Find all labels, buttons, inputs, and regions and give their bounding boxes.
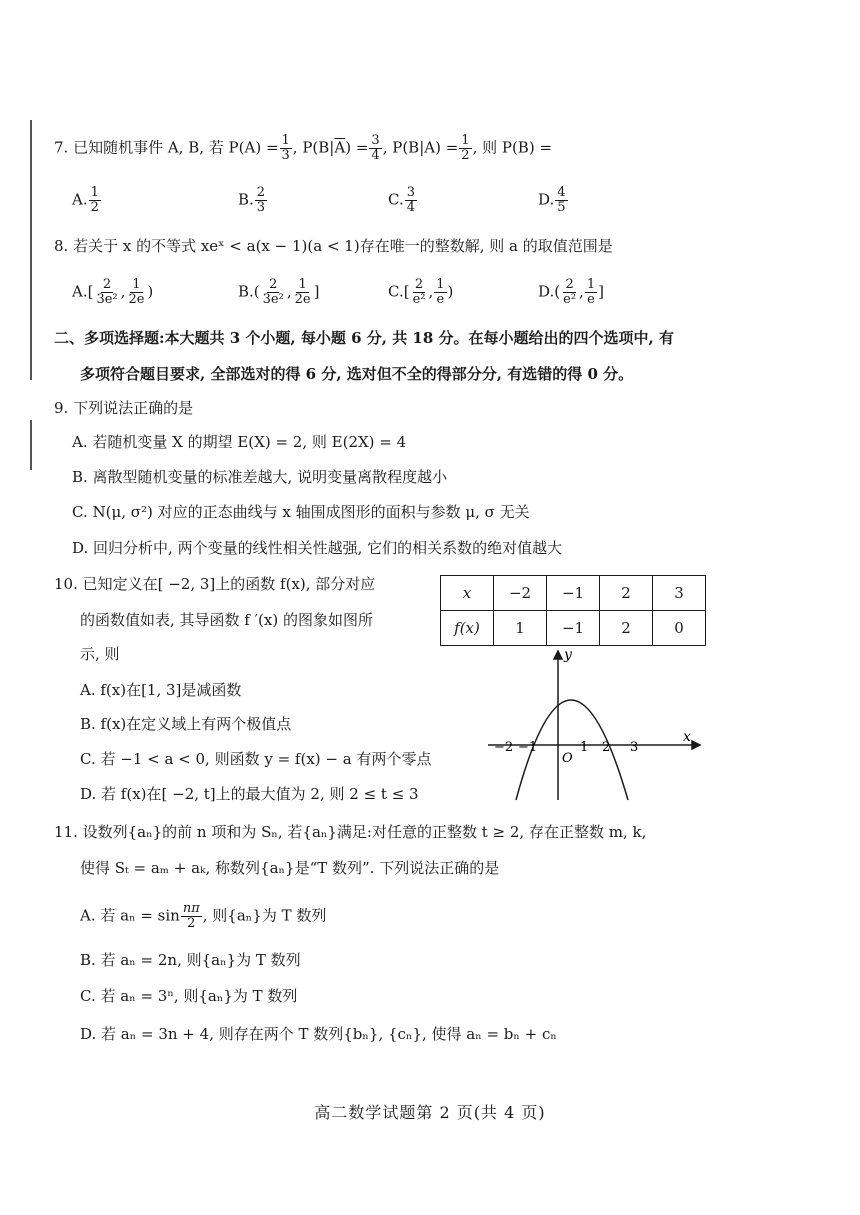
q10-option-d: D. 若 f(x)在[ −2, t]上的最大值为 2, 则 2 ≤ t ≤ 3 <box>80 785 419 803</box>
q7-option-a: A. $\frac{1}{2}$ <box>72 185 99 215</box>
q8-option-a: A.[ $\frac{2}{\text{3e²}}$ , $\frac{1}{2e}$ ) <box>72 277 154 307</box>
table-cell: x <box>441 576 494 611</box>
table-row <box>441 611 706 646</box>
q8-option-d: D.( $\frac{2}{\text{e²}}$ , $\frac{1}{e}$ ] <box>538 277 604 307</box>
q11-option-b: B. 若 aₙ = 2n, 则{aₙ}为 T 数列 <box>80 951 301 969</box>
q9-option-a: A. 若随机变量 X 的期望 E(X) = 2, 则 E(2X) = 4 <box>72 433 407 451</box>
question-10-line1: 10. 已知定义在[ −2, 3]上的函数 f(x), 部分对应 <box>54 575 376 593</box>
fraction: $\frac{3}{4}$ <box>371 133 380 163</box>
tick-label: 3 <box>630 740 639 755</box>
q8-option-b: B.( $\frac{2}{\text{3e²}}$ , $\frac{1}{2e}$ ] <box>238 277 320 307</box>
function-value-table <box>440 575 706 646</box>
q7-option-b: B. $\frac{2}{3}$ <box>238 185 266 215</box>
q11-option-c: C. 若 aₙ = 3ⁿ, 则{aₙ}为 T 数列 <box>80 987 298 1005</box>
fraction: $\frac{1}{3}$ <box>281 133 290 163</box>
question-7: 7. 已知随机事件 A, B, 若 P(A) = $\frac{1}{3}$ , $P(B|\overline{A})$ = $\frac{3}{4}$ , P(B|A) = $\frac{1}{2}$ , 则 P(B) = <box>54 133 553 163</box>
q10-option-c: C. 若 −1 < a < 0, 则函数 y = f(x) − a 有两个零点 <box>80 750 432 768</box>
page-footer: 高二数学试题第 2 页(共 4 页) <box>314 1103 546 1122</box>
table-row <box>441 576 706 611</box>
table-cell: 2 <box>600 576 653 611</box>
q9-option-b: B. 离散型随机变量的标准差越大, 说明变量离散程度越小 <box>72 468 448 486</box>
q8-option-c: C.[ $\frac{2}{\text{e²}}$ , $\frac{1}{e}$ ) <box>388 277 454 307</box>
question-10-line2: 的函数值如表, 其导函数 f ′(x) 的图象如图所 <box>80 611 373 629</box>
origin-label: O <box>562 751 573 766</box>
x-axis-arrow <box>692 741 700 749</box>
y-axis-arrow <box>554 651 562 659</box>
tick-label: 2 <box>602 740 611 755</box>
y-axis-label: y <box>564 647 572 663</box>
x-axis-label: x <box>683 729 691 745</box>
question-8: 8. 若关于 x 的不等式 xeˣ < a(x − 1)(a < 1)存在唯一的整数解, 则 a 的取值范围是 <box>54 237 613 255</box>
q11-option-a: A. 若 aₙ = sin $\frac{n\pi}{2}$ , 则{aₙ}为 T 数列 <box>80 901 327 931</box>
question-10-line3: 示, 则 <box>80 645 120 663</box>
section-2-heading-cont: 多项符合题目要求, 全部选对的得 6 分, 选对但不全的得部分分, 有选错的得 0 分。 <box>80 365 634 383</box>
table-cell: −1 <box>547 576 600 611</box>
tick-label: −2 <box>494 740 514 755</box>
table-cell: 2 <box>600 611 653 646</box>
q9-option-d: D. 回归分析中, 两个变量的线性相关性越强, 它们的相关系数的绝对值越大 <box>72 539 563 557</box>
q10-option-b: B. f(x)在定义域上有两个极值点 <box>80 715 292 733</box>
table-cell: 1 <box>494 611 547 646</box>
table-cell: 3 <box>653 576 706 611</box>
q7-option-c: C. $\frac{3}{4}$ <box>388 185 415 215</box>
question-11-line2: 使得 Sₜ = aₘ + aₖ, 称数列{aₙ}是“T 数列”. 下列说法正确的是 <box>80 859 500 877</box>
table-cell: 0 <box>653 611 706 646</box>
left-margin-line <box>30 120 32 380</box>
question-11-line1: 11. 设数列{aₙ}的前 n 项和为 Sₙ, 若{aₙ}满足:对任意的正整数 t ≥ 2, 存在正整数 m, k, <box>54 823 647 841</box>
left-margin-line-lower <box>30 420 32 470</box>
tick-label: 1 <box>580 740 589 755</box>
table-cell: −1 <box>547 611 600 646</box>
table-cell: −2 <box>494 576 547 611</box>
derivative-graph <box>478 645 708 805</box>
table-cell: f(x) <box>441 611 494 646</box>
fraction: $\frac{1}{2}$ <box>461 133 470 163</box>
tick-label: −1 <box>518 740 538 755</box>
q9-option-c: C. N(μ, σ²) 对应的正态曲线与 x 轴围成图形的面积与参数 μ, σ 无关 <box>72 503 530 521</box>
question-9: 9. 下列说法正确的是 <box>54 399 194 417</box>
q11-option-d: D. 若 aₙ = 3n + 4, 则存在两个 T 数列{bₙ}, {cₙ}, 使得 aₙ = bₙ + cₙ <box>80 1025 557 1043</box>
q7-option-d: D. $\frac{4}{5}$ <box>538 185 566 215</box>
q10-option-a: A. f(x)在[1, 3]是减函数 <box>80 681 242 699</box>
section-2-heading: 二、多项选择题:本大题共 3 个小题, 每小题 6 分, 共 18 分。在每小题给出的四个选项中, 有 <box>54 329 674 347</box>
